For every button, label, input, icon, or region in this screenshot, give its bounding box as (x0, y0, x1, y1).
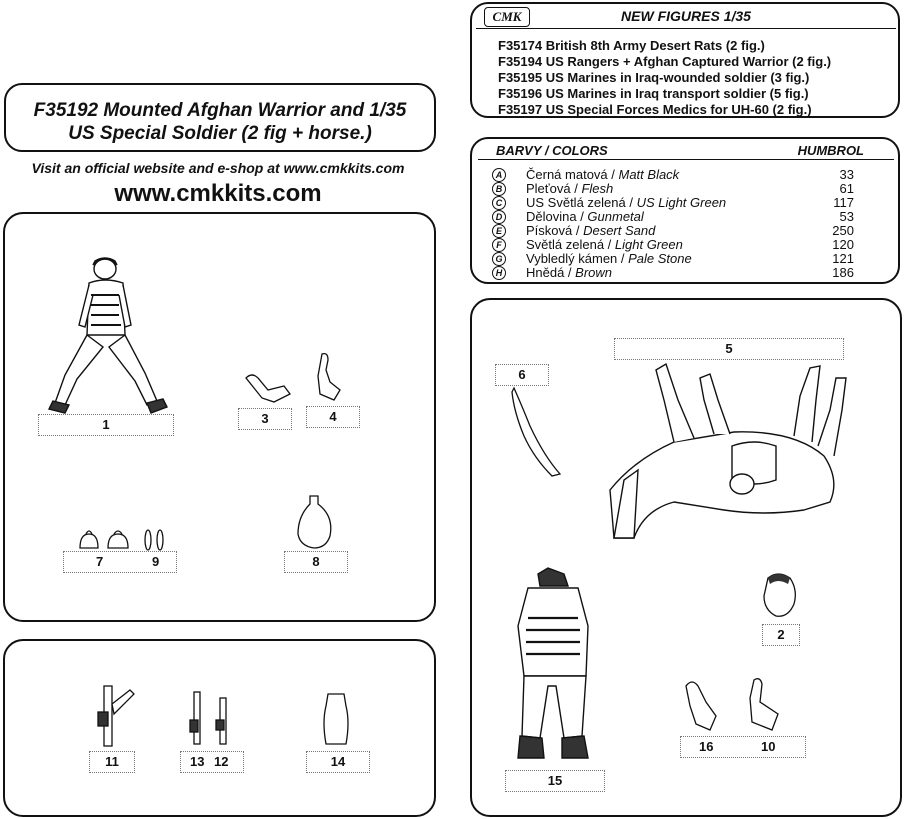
part-number-16: 16 (699, 739, 714, 754)
color-letter: G (492, 252, 506, 266)
color-number: 53 (839, 209, 854, 224)
list-item: F35196 US Marines in Iraq transport soldier (5 fig.) (498, 86, 809, 101)
colors-header (478, 141, 894, 160)
part-label-2: 2 (762, 624, 800, 646)
list-item: F35195 US Marines in Iraq-wounded soldier (3 fig.) (498, 70, 810, 85)
color-name-en: US Light Green (636, 195, 727, 210)
parts-12-13-guns (186, 690, 236, 748)
part-2-head (758, 570, 800, 622)
color-row (492, 266, 884, 280)
soldier-torso (518, 588, 588, 676)
part-number-10: 10 (761, 739, 776, 754)
part-label-10-16 (680, 736, 806, 758)
color-name-cz: Pleťová / (526, 181, 582, 196)
part-label-8: 8 (284, 551, 348, 573)
color-letter: B (492, 182, 506, 196)
color-letter: C (492, 196, 506, 210)
cmk-logo: CMK (484, 7, 530, 27)
color-row (492, 182, 884, 196)
color-row (492, 196, 884, 210)
list-item: F35197 US Special Forces Medics for UH-60 (2 fig.) (498, 102, 812, 117)
part-label-15: 15 (505, 770, 605, 792)
color-number: 61 (839, 181, 854, 196)
color-row (492, 168, 884, 182)
color-name-cz: US Světlá zelená / (526, 195, 637, 210)
warrior-right-leg (109, 335, 157, 405)
part-8-sack (296, 494, 336, 550)
horse-leg (794, 366, 820, 442)
soldier-legs (522, 676, 586, 738)
color-name-en: Brown (575, 265, 613, 280)
color-letter: F (492, 238, 506, 252)
part-number-12: 12 (214, 754, 229, 769)
color-number: 117 (833, 195, 854, 210)
color-name-cz: Světlá zelená / (526, 237, 615, 252)
color-number: 186 (832, 265, 854, 280)
color-number: 121 (832, 251, 854, 266)
part-11-rifle (96, 684, 136, 750)
part-label-11: 11 (89, 751, 135, 773)
new-figures-box (470, 2, 900, 118)
afghan-warrior-figure (45, 255, 175, 417)
color-name-en: Desert Sand (583, 223, 656, 238)
part-label-14: 14 (306, 751, 370, 773)
kit-title-line1: F35192 Mounted Afghan Warrior and 1/35 (33, 100, 407, 121)
part-number-9: 9 (152, 554, 160, 569)
color-row (492, 224, 884, 238)
colors-header-right: HUMBROL (797, 143, 864, 158)
website-link[interactable]: www.cmkkits.com (114, 180, 322, 207)
color-name-en: Gunmetal (587, 209, 644, 224)
color-name-en: Flesh (581, 181, 614, 196)
part-label-1: 1 (38, 414, 174, 436)
part-label-3: 3 (238, 408, 292, 430)
color-name-cz: Černá matová / (526, 167, 619, 182)
visit-text: Visit an official website and e-shop at www.cmkkits.com (31, 160, 405, 176)
warrior-left-leg (55, 335, 103, 405)
part-5-horse (604, 360, 864, 550)
kit-title-line2: US Special Soldier (2 fig + horse.) (68, 123, 372, 144)
horse-body (610, 432, 834, 538)
new-figures-header (476, 4, 896, 29)
color-name-en: Pale Stone (628, 251, 692, 266)
list-item: F35174 British 8th Army Desert Rats (2 fig.) (498, 38, 765, 53)
color-letter: A (492, 168, 506, 182)
warrior-torso (87, 280, 125, 335)
colors-box (470, 137, 900, 284)
color-letter: D (492, 210, 506, 224)
part-label-6: 6 (495, 364, 549, 386)
part-6-tail (508, 386, 564, 478)
new-figures-list (498, 38, 831, 118)
color-number: 33 (839, 167, 854, 182)
colors-header-left: BARVY / COLORS (496, 143, 608, 158)
part-number-7: 7 (96, 554, 104, 569)
color-row (492, 238, 884, 252)
list-item: F35194 US Rangers + Afghan Captured Warrior (2 fig.) (498, 54, 832, 69)
color-number: 250 (832, 223, 854, 238)
part-15-us-soldier (508, 566, 596, 770)
color-number: 120 (832, 237, 854, 252)
kit-title-box (4, 83, 436, 152)
parts-10-16-arms (680, 676, 788, 734)
color-row (492, 210, 884, 224)
part-label-4: 4 (306, 406, 360, 428)
part-label-5: 5 (614, 338, 844, 360)
color-name-en: Matt Black (618, 167, 680, 182)
part-label-12-13 (180, 751, 244, 773)
parts-7-9-pouches (78, 526, 174, 552)
color-name-en: Light Green (614, 237, 683, 252)
part-14-bag (320, 692, 352, 748)
color-letter: E (492, 224, 506, 238)
color-name-cz: Vybledlý kámen / (526, 251, 629, 266)
horse-leg (656, 364, 694, 442)
part-label-7-9 (63, 551, 177, 573)
color-letter: H (492, 266, 506, 280)
color-name-cz: Dělovina / (526, 209, 588, 224)
part-number-13: 13 (190, 754, 205, 769)
new-figures-title: NEW FIGURES 1/35 (621, 8, 751, 24)
part-3-arm (244, 370, 294, 406)
color-row (492, 252, 884, 266)
color-name-cz: Písková / (526, 223, 584, 238)
color-name-cz: Hnědá / (526, 265, 576, 280)
part-4-arm (308, 352, 348, 404)
